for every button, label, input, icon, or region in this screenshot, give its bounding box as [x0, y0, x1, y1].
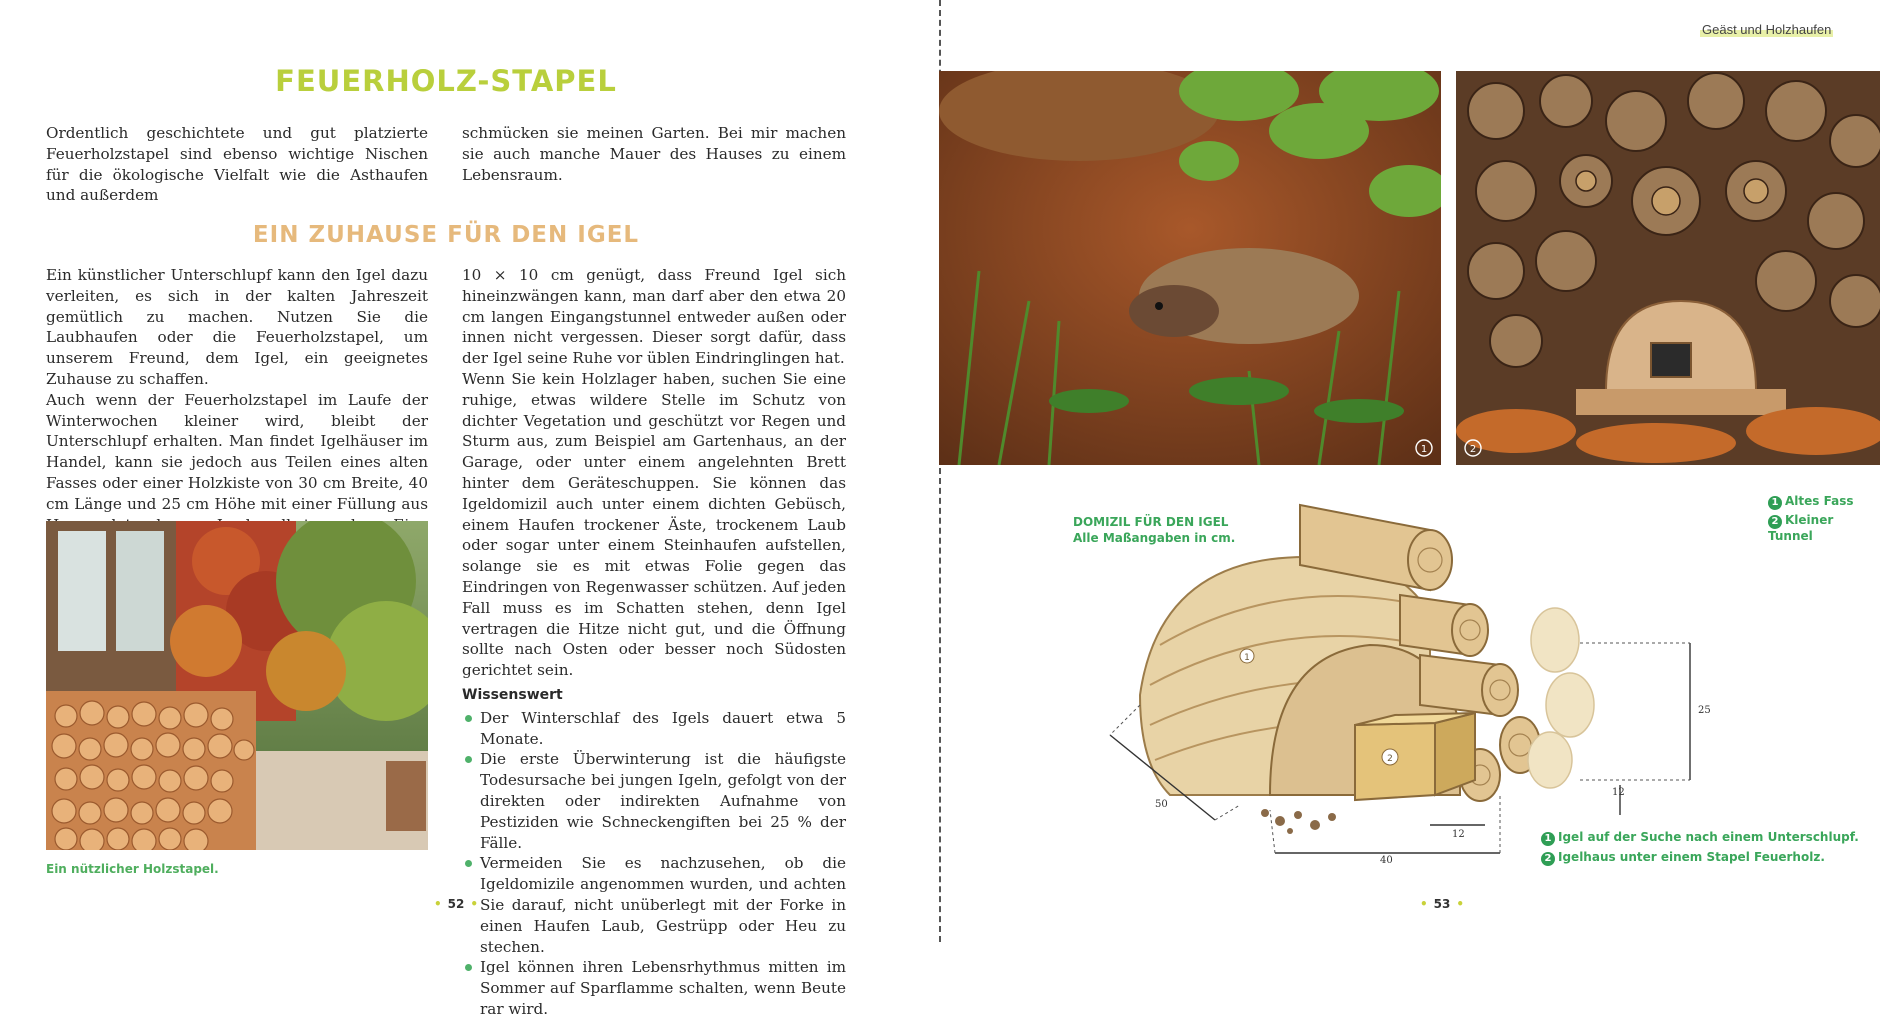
woodpile-photo [46, 521, 428, 850]
intro-column-1 [46, 123, 428, 206]
folio-dot: • [1420, 897, 1428, 911]
page-number-value: 53 [1433, 897, 1451, 911]
fact-item: Die erste Überwinterung ist die häufigste Todesursache bei jungen Igeln, gefolgt von der direkten oder indirekten Aufnahme von Pestiziden wie Schneckengiften bei 25 % der Fälle. [462, 749, 846, 853]
dimension-tunnel: 12 [1452, 829, 1465, 840]
body-column-2 [462, 265, 846, 1020]
intro-column-2 [462, 123, 846, 185]
fact-item: Igel können ihren Lebensrhythmus mitten im Sommer auf Sparflamme schalten, wenn Beute rar wird. [462, 957, 846, 1019]
running-head: Geäst und Holzhaufen [1702, 22, 1832, 37]
legend-number: 1 [1768, 496, 1782, 510]
diagram-legend [1768, 494, 1880, 543]
legend-item [1768, 513, 1880, 543]
legend-label: Altes Fass [1785, 494, 1854, 508]
caption-label: Igel auf der Suche nach einem Unterschlupf. [1558, 830, 1859, 844]
body-paragraph: Ein künstlicher Unterschlupf kann den Igel dazu verleiten, es sich in der kalten Jahreszeit gemütlich zu machen. Nutzen Sie die Laubhaufen oder die Feuerholzstapel, um unserem Freund, dem Igel, ein geeignetes Zuhause zu schaffen. [46, 266, 428, 388]
photo-number: 2 [1469, 444, 1477, 455]
dimension-height: 25 [1698, 705, 1711, 716]
diagram-marker: 2 [1387, 754, 1393, 764]
hedgehog-house-photo [1456, 71, 1880, 465]
page-number-value: 52 [447, 897, 465, 911]
legend-label: Kleiner Tunnel [1768, 513, 1834, 543]
diagram-subtitle: Alle Maßangaben in cm. [1073, 531, 1236, 545]
folio-dot: • [434, 897, 442, 911]
body-column-1 [46, 265, 428, 556]
hedgehog-house-diagram [1100, 495, 1720, 875]
page-number [428, 897, 484, 911]
photo-number: 1 [1420, 444, 1428, 455]
photo-caption [1541, 850, 1859, 866]
diagram-marker: 1 [1244, 653, 1250, 663]
photo-caption [1541, 830, 1859, 846]
caption-number: 2 [1541, 852, 1555, 866]
facts-heading: Wissenswert [462, 686, 563, 703]
folio-dot: • [470, 897, 479, 911]
photo-captions [1541, 830, 1859, 866]
facts-list [462, 708, 846, 1020]
body-paragraph: 10 × 10 cm genügt, dass Freund Igel sich hineinzwängen kann, man darf aber den etwa 20 cm langen Eingangstunnel entweder außen oder innen nicht vergessen. Dieser sorgt dafür, dass der Igel seine Ruhe vor üblen Eindringlingen hat. [462, 266, 846, 368]
left-page [0, 0, 940, 1018]
section-title: FEUERHOLZ-STAPEL [275, 64, 617, 98]
page-number [1414, 897, 1470, 911]
caption-label: Igelhaus unter einem Stapel Feuerholz. [1558, 850, 1825, 864]
intro-text-2: schmücken sie meinen Garten. Bei mir machen sie auch manche Mauer des Hauses zu einem Lebensraum. [462, 124, 846, 184]
fact-item: Vermeiden Sie es nachzusehen, ob die Igeldomizile angenommen wurden, und achten Sie darauf, nicht unüberlegt mit der Forke in einen Haufen Laub, Gestrüpp oder Heu zu stechen. [462, 853, 846, 957]
photo-caption: Ein nützlicher Holzstapel. [46, 862, 219, 876]
legend-number: 2 [1768, 515, 1782, 529]
dimension-length: 40 [1380, 855, 1393, 866]
caption-number: 1 [1541, 832, 1555, 846]
legend-item [1768, 494, 1880, 510]
fact-item: Der Winterschlaf des Igels dauert etwa 5 Monate. [462, 708, 846, 750]
diagram-title: DOMIZIL FÜR DEN IGEL [1073, 515, 1229, 529]
dimension-tunnel-height: 12 [1612, 787, 1625, 798]
body-paragraph: Wenn Sie kein Holzlager haben, suchen Sie eine ruhige, etwas wildere Stelle im Schutz von dichter Vegetation und geschützt vor Regen und Sturm aus, zum Beispiel am Gartenhaus, an der Garage, oder unter einem angelehnten Brett hinter dem Geräteschuppen. Sie können das Igeldomizil auch unter einem dichten Gebüsch, einem Haufen trockener Äste, trockenem Laub oder sogar unter einem Steinhaufen aufstellen, solange sie es mit etwas Folie gegen das Eindringen von Regenwasser schützen. Auf jeden Fall muss es im Schatten stehen, denn Igel vertragen die Hitze nicht gut, und die Öffnung sollte nach Osten oder besser noch Südosten gerichtet sein. [462, 369, 846, 680]
subsection-title: EIN ZUHAUSE FÜR DEN IGEL [252, 222, 640, 248]
intro-text-1: Ordentlich geschichtete und gut platzierte Feuerholzstapel sind ebenso wichtige Nischen für die ökologische Vielfalt wie die Asthaufen und außerdem [46, 124, 428, 205]
dimension-depth: 50 [1155, 799, 1168, 810]
folio-dot: • [1456, 897, 1465, 911]
body-paragraph: Auch wenn der Feuerholzstapel im Laufe der Winterwochen kleiner wird, bleibt der Unterschlupf erhalten. Man findet Igelhäuser im Handel, kann sie jedoch aus Teilen eines alten Fasses oder einer Holzkiste von 30 cm Breite, 40 cm Länge und 25 cm Höhe mit einer Füllung aus [46, 390, 428, 513]
hedgehog-photo [939, 71, 1441, 465]
